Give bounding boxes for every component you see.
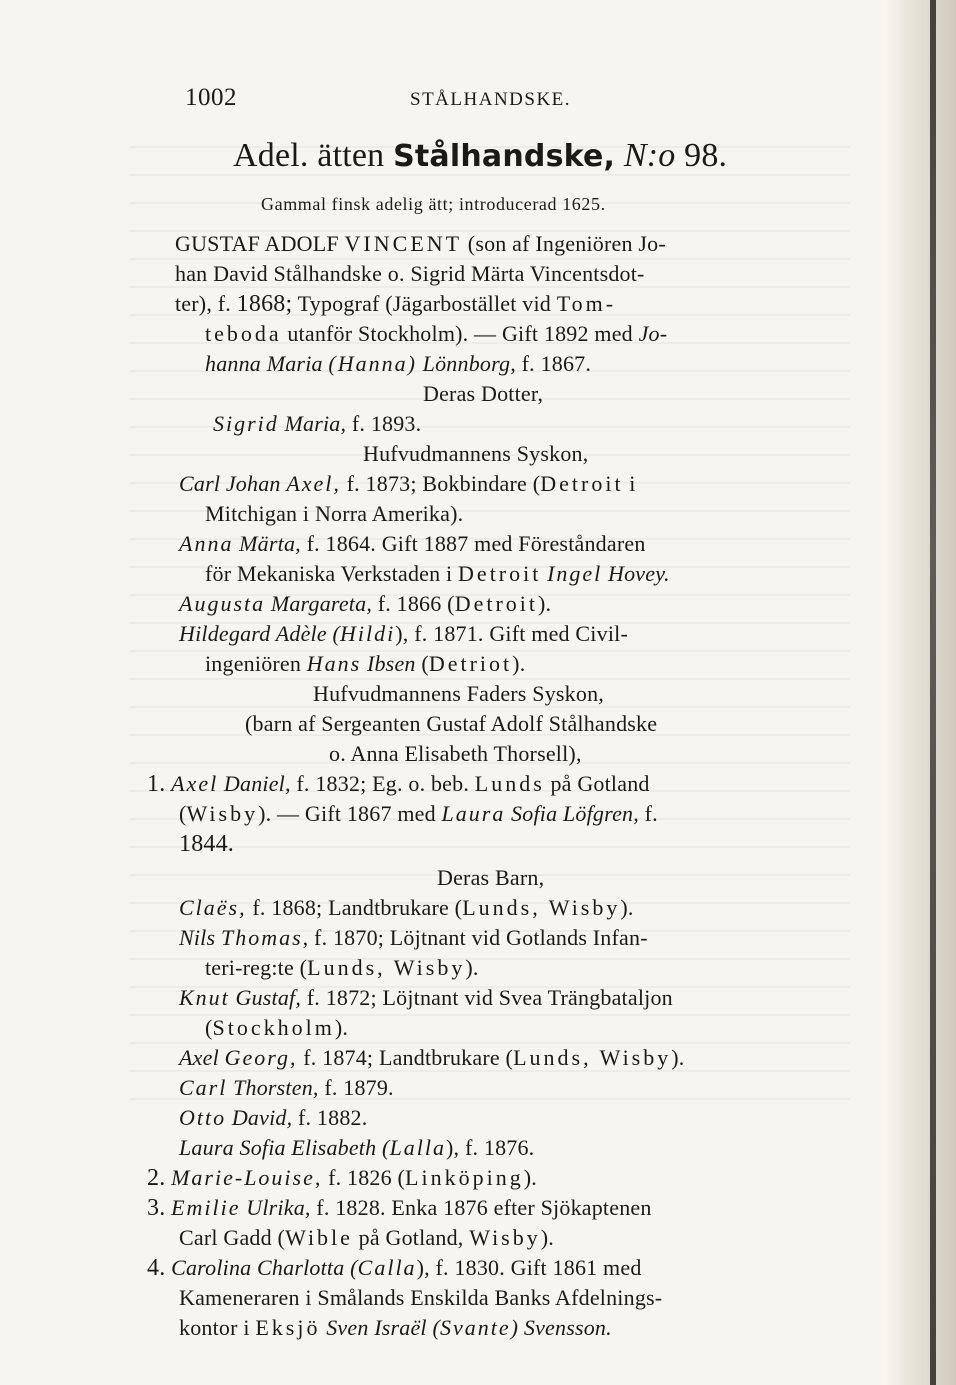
text-line: o. Anna Elisabeth Thorsell), — [329, 741, 582, 766]
text-line: Sigrid Maria, f. 1893. — [213, 411, 422, 436]
text-line: Augusta Margareta, f. 1866 (Detroit). — [179, 591, 552, 616]
text-line: Laura Sofia Elisabeth (Lalla), f. 1876. — [179, 1135, 535, 1160]
section-heading: Hufvudmannens Syskon, — [363, 441, 589, 466]
text-line: ingeniören Hans Ibsen (Detriot). — [205, 651, 526, 676]
text-line: 1844. — [179, 831, 234, 857]
text-line: för Mekaniska Verkstaden i Detroit Ingel Hovey. — [205, 561, 670, 586]
text-line: Claës, f. 1868; Landtbrukare (Lunds, Wisby). — [179, 895, 634, 920]
text-line: Carl Johan Axel, f. 1873; Bokbindare (Detroit i — [179, 471, 636, 496]
section-heading: Deras Dotter, — [423, 381, 544, 406]
text-line: Nils Thomas, f. 1870; Löjtnant vid Gotlands Infan- — [179, 925, 648, 950]
page-number: 1002 — [185, 84, 237, 111]
list-item: 1. Axel Daniel, f. 1832; Eg. o. beb. Lunds på Gotland — [147, 771, 650, 797]
list-item: 4. Carolina Charlotta (Calla), f. 1830. Gift 1861 med — [147, 1255, 642, 1281]
text-line: ter), f. 1868; Typograf (Jägarbostället vid Tom- — [175, 291, 617, 317]
text-line: (barn af Sergeanten Gustaf Adolf Stålhandske — [245, 711, 658, 736]
subtitle: Gammal finsk adelig ätt; introducerad 1625. — [261, 194, 606, 214]
page-edge-shadow — [886, 0, 956, 1385]
text-line: kontor i Eksjö Sven Israël (Svante) Svensson. — [179, 1315, 612, 1340]
text-line: hanna Maria (Hanna) Lönnborg, f. 1867. — [205, 351, 592, 376]
section-heading: Hufvudmannens Faders Syskon, — [313, 681, 604, 706]
text-line: Carl Gadd (Wible på Gotland, Wisby). — [179, 1225, 554, 1250]
page-title — [233, 137, 728, 174]
text-line: Anna Märta, f. 1864. Gift 1887 med Föreståndaren — [179, 531, 646, 556]
list-item: 2. Marie-Louise, f. 1826 (Linköping). — [147, 1165, 537, 1191]
text-line: Otto David, f. 1882. — [179, 1105, 368, 1130]
text-line: Kameneraren i Smålands Enskilda Banks Afdelnings- — [179, 1285, 663, 1310]
text-line: (Stockholm). — [205, 1015, 349, 1040]
running-title: STÅLHANDSKE. — [410, 89, 572, 110]
section-heading: Deras Barn, — [437, 865, 545, 890]
family-name: Stålhandske, — [393, 139, 616, 174]
number-value: 98. — [684, 137, 728, 174]
text-line: Knut Gustaf, f. 1872; Löjtnant vid Svea Trängbataljon — [179, 985, 673, 1010]
list-item: 3. Emilie Ulrika, f. 1828. Enka 1876 efter Sjökaptenen — [147, 1195, 652, 1221]
text-line: han David Stålhandske o. Sigrid Märta Vincentsdot- — [175, 261, 645, 286]
text-line: teboda utanför Stockholm). — Gift 1892 med Jo- — [205, 321, 668, 346]
text-line: Hildegard Adèle (Hildi), f. 1871. Gift med Civil- — [179, 621, 628, 646]
text-line: (Wisby). — Gift 1867 med Laura Sofia Löfgren, f. — [179, 801, 658, 826]
title-prefix: Adel. ätten — [233, 137, 385, 174]
text-line: Mitchigan i Norra Amerika). — [205, 501, 464, 526]
text-line: teri-reg:te (Lunds, Wisby). — [205, 955, 479, 980]
number-label: N:o — [623, 137, 676, 174]
text-line: Axel Georg, f. 1874; Landtbrukare (Lunds, Wisby). — [179, 1045, 685, 1070]
book-spine-edge — [930, 0, 936, 1385]
text-line: Carl Thorsten, f. 1879. — [179, 1075, 394, 1100]
text-line: GUSTAF ADOLF VINCENT (son af Ingeniören Jo- — [175, 231, 666, 256]
